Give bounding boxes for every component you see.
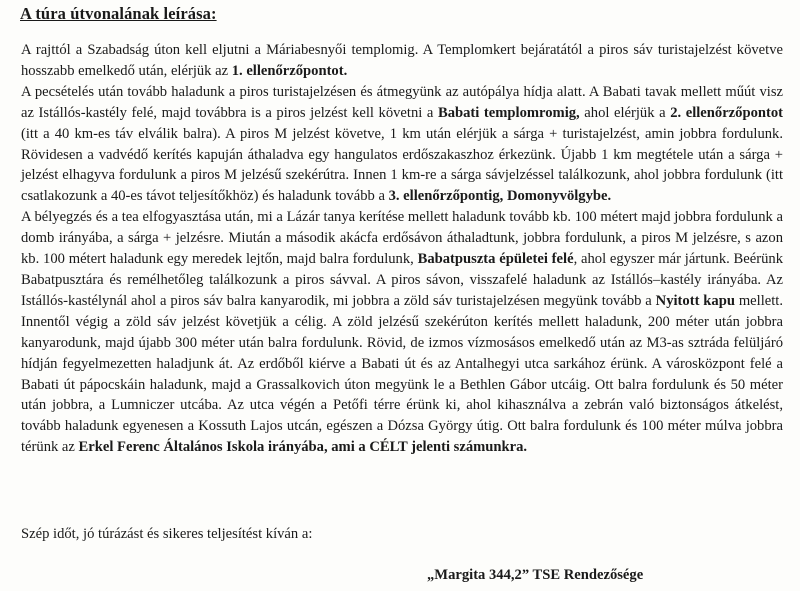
- text-run: (itt a 40 km-es táv elválik balra). A piros M jelzést követve, 1 km után elérjük a sárga + turistajelzést, amin jobbra fordulunk. Rövidesen a vadvédő kerítés kapuján áthaladva egy hangulatos erdőszakaszhoz érkezünk. Újabb 1 km megtétele után a sárga + jelzést elhagyva fordulunk a piros M jelzésű szekérútra. Innen 1 km-re a sárga sávjelzéssel találkozunk, ahol jobbra fordulunk (itt csatlakozunk a 40-es távot teljesítőkhöz) és haladunk tovább a: [21, 125, 783, 205]
- document-title: A túra útvonalának leírása:: [20, 4, 217, 23]
- babatpuszta-text: Babatpuszta épületei felé: [417, 251, 574, 268]
- greeting-line: Szép időt, jó túrázást és sikeres teljesítést kíván a:: [21, 526, 313, 542]
- finish-text: Erkel Ferenc Általános Iskola irányába, ami a CÉLT jelenti számunkra.: [78, 439, 528, 456]
- paragraph-3: [21, 207, 783, 458]
- text-run: A rajttól a Szabadság úton kell eljutni a Máriabesnyői templomig. A Templomkert bejáratától a piros sáv turistajelzést követve hosszabb emelkedő után, elérjük az: [21, 42, 783, 79]
- organizer-signature: „Margita 344,2” TSE Rendezősége: [427, 567, 644, 583]
- checkpoint-1-text: 1. ellenőrzőpontot.: [231, 62, 348, 79]
- text-run: A bélyegzés és a tea elfogyasztása után, mi a Lázár tanya kerítése mellett haladunk tovább kb. 100 métert majd jobbra fordulunk a domb irányába, a sárga + jelzésre. Miután a második akácfa erdősávon áthaladtunk, jobbra fordulunk, a piros M jelzésre, s azon kb. 100 métert haladunk egy meredek lejtőn, majd balra fordulunk,: [21, 209, 783, 268]
- nyitott-kapu-text: Nyitott kapu: [655, 292, 735, 309]
- route-description: [21, 40, 783, 458]
- babati-templomrom-text: Babati templomromig,: [437, 104, 580, 121]
- paragraph-2: [21, 82, 783, 207]
- checkpoint-2-text: 2. ellenőrzőpontot: [670, 104, 783, 121]
- checkpoint-3-text: 3. ellenőrzőpontig, Domonyvölgybe.: [388, 188, 612, 205]
- text-run: mellett. Innentől végig a zöld sáv jelzést követjük a célig. A zöld jelzésű szekérúton kerítés mellett haladunk, 200 méter után jobbra kanyarodunk, majd újabb 300 méter után balra fordulunk. Rövid, de izmos vízmosásos emelkedő után az M3-as sztráda felüljáró hídján fegyelmezetten haladjunk át. Az erdőből kiérve a Babati út és az Antalhegyi utca sarkához érünk. A városközpont felé a Babati út pápocskáin haladunk, majd a Grassalkovich úton megyünk le a Bethlen Gábor utcáig. Ott balra fordulunk és 50 méter után jobbra, a Lumniczer utcába. Az utca végén a Petőfi térre érünk ki, ahol kihasználva a zebrán való biztonságos átkelést, tovább haladunk egyenesen a Kossuth Lajos utcán, egészen a Dózsa György útig. Ott balra fordulunk és 100 méter múlva jobbra térünk az: [21, 292, 784, 456]
- text-run: ahol elérjük a: [579, 104, 671, 121]
- text-run: , ahol egyszer már jártunk. Beérünk Babatpusztára és remélhetőleg találkozunk a piros sávval. A piros sávon, visszafelé haladunk az Istállós–kastély irányába. Az Istállós-kastélynál ahol a piros sáv balra kanyarodik, mi jobbra a zöld sáv turistajelzésen megyünk tovább a: [21, 251, 783, 309]
- text-run: A pecsételés után tovább haladunk a piros turistajelzésen és átmegyünk az autópálya hídja alatt. A Babati tavak mellett műút visz az Istállós-kastély felé, majd továbbra is a piros jelzést kell követni a: [21, 83, 783, 121]
- paragraph-1: [21, 40, 783, 82]
